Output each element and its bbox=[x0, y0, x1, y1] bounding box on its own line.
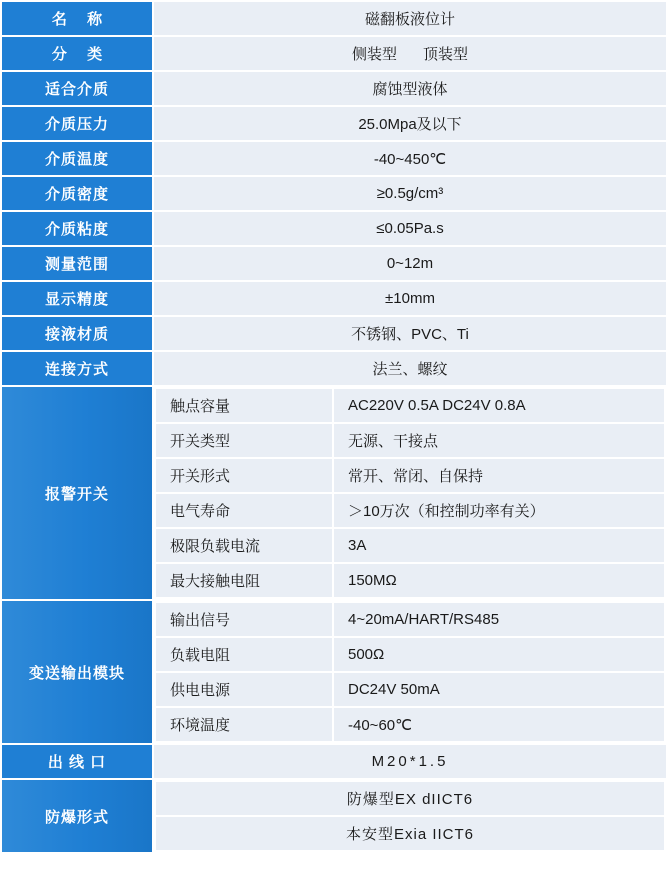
list-item bbox=[156, 459, 664, 492]
list-item bbox=[156, 389, 664, 422]
list-item bbox=[156, 424, 664, 457]
table-row bbox=[2, 352, 666, 385]
explosion-proof-value-exia-iict6: 本安型Exia IICT6 bbox=[156, 817, 664, 850]
group-label-transmitter: 变送输出模块 bbox=[2, 601, 152, 743]
list-item bbox=[156, 529, 664, 562]
group-content-alarm-switch bbox=[154, 387, 666, 599]
row-label-temperature: 介质温度 bbox=[2, 142, 152, 175]
list-item bbox=[156, 782, 664, 815]
row-value-connection: 法兰、螺纹 bbox=[154, 352, 666, 385]
row-label-pressure: 介质压力 bbox=[2, 107, 152, 140]
transmitter-item-value-load-resistance: 500Ω bbox=[334, 638, 664, 671]
row-value-measuring-range: 0~12m bbox=[154, 247, 666, 280]
transmitter-item-value-power-supply: DC24V 50mA bbox=[334, 673, 664, 706]
row-value-name: 磁翻板液位计 bbox=[154, 2, 666, 35]
list-item bbox=[156, 638, 664, 671]
table-row bbox=[2, 37, 666, 70]
row-value-temperature: -40~450℃ bbox=[154, 142, 666, 175]
alarm-item-value-switch-type: 无源、干接点 bbox=[334, 424, 664, 457]
explosion-proof-value-ex-diict6: 防爆型EX dIICT6 bbox=[156, 782, 664, 815]
list-item bbox=[156, 673, 664, 706]
row-value-density: ≥0.5g/cm³ bbox=[154, 177, 666, 210]
list-item bbox=[156, 817, 664, 850]
table-row bbox=[2, 247, 666, 280]
table-row bbox=[2, 2, 666, 35]
group-content-transmitter bbox=[154, 601, 666, 743]
group-label-explosion-proof: 防爆形式 bbox=[2, 780, 152, 852]
list-item bbox=[156, 564, 664, 597]
transmitter-item-label-output-signal: 输出信号 bbox=[156, 603, 332, 636]
transmitter-item-label-load-resistance: 负载电阻 bbox=[156, 638, 332, 671]
transmitter-item-label-ambient-temperature: 环境温度 bbox=[156, 708, 332, 741]
alarm-item-value-contact-capacity: AC220V 0.5A DC24V 0.8A bbox=[334, 389, 664, 422]
row-label-outlet: 出 线 口 bbox=[2, 745, 152, 778]
row-label-wetted-material: 接液材质 bbox=[2, 317, 152, 350]
row-label-density: 介质密度 bbox=[2, 177, 152, 210]
table-row-group-alarm-switch bbox=[2, 387, 666, 599]
alarm-item-value-max-contact-resistance: 150MΩ bbox=[334, 564, 664, 597]
table-row bbox=[2, 212, 666, 245]
transmitter-table bbox=[154, 601, 666, 743]
table-row bbox=[2, 317, 666, 350]
row-value-viscosity: ≤0.05Pa.s bbox=[154, 212, 666, 245]
alarm-item-value-electrical-life: ＞10万次（和控制功率有关） bbox=[334, 494, 664, 527]
table-row-group-transmitter bbox=[2, 601, 666, 743]
table-row bbox=[2, 72, 666, 105]
table-row bbox=[2, 107, 666, 140]
row-value-classification bbox=[154, 37, 666, 70]
row-value-outlet: M20*1.5 bbox=[154, 745, 666, 778]
alarm-item-value-limit-load-current: 3A bbox=[334, 529, 664, 562]
group-content-explosion-proof bbox=[154, 780, 666, 852]
transmitter-item-value-ambient-temperature: -40~60℃ bbox=[334, 708, 664, 741]
group-label-alarm-switch: 报警开关 bbox=[2, 387, 152, 599]
alarm-item-label-switch-form: 开关形式 bbox=[156, 459, 332, 492]
explosion-proof-table bbox=[154, 780, 666, 852]
row-value-wetted-material: 不锈钢、PVC、Ti bbox=[154, 317, 666, 350]
alarm-item-label-contact-capacity: 触点容量 bbox=[156, 389, 332, 422]
classification-top-mount: 顶装型 bbox=[423, 46, 469, 63]
alarm-item-label-max-contact-resistance: 最大接触电阻 bbox=[156, 564, 332, 597]
transmitter-item-label-power-supply: 供电电源 bbox=[156, 673, 332, 706]
row-label-measuring-range: 测量范围 bbox=[2, 247, 152, 280]
alarm-item-label-limit-load-current: 极限负载电流 bbox=[156, 529, 332, 562]
alarm-item-value-switch-form: 常开、常闭、自保持 bbox=[334, 459, 664, 492]
table-row bbox=[2, 142, 666, 175]
table-row-group-explosion-proof bbox=[2, 780, 666, 852]
row-label-connection: 连接方式 bbox=[2, 352, 152, 385]
row-value-pressure: 25.0Mpa及以下 bbox=[154, 107, 666, 140]
row-label-accuracy: 显示精度 bbox=[2, 282, 152, 315]
alarm-item-label-switch-type: 开关类型 bbox=[156, 424, 332, 457]
transmitter-item-value-output-signal: 4~20mA/HART/RS485 bbox=[334, 603, 664, 636]
table-row bbox=[2, 745, 666, 778]
row-value-medium: 腐蚀型液体 bbox=[154, 72, 666, 105]
classification-side-mount: 侧装型 bbox=[351, 46, 397, 63]
row-value-accuracy: ±10mm bbox=[154, 282, 666, 315]
row-label-viscosity: 介质粘度 bbox=[2, 212, 152, 245]
row-label-name: 名 称 bbox=[2, 2, 152, 35]
list-item bbox=[156, 603, 664, 636]
list-item bbox=[156, 708, 664, 741]
row-label-medium: 适合介质 bbox=[2, 72, 152, 105]
row-label-classification: 分 类 bbox=[2, 37, 152, 70]
table-row bbox=[2, 177, 666, 210]
alarm-switch-table bbox=[154, 387, 666, 599]
list-item bbox=[156, 494, 664, 527]
table-row bbox=[2, 282, 666, 315]
alarm-item-label-electrical-life: 电气寿命 bbox=[156, 494, 332, 527]
